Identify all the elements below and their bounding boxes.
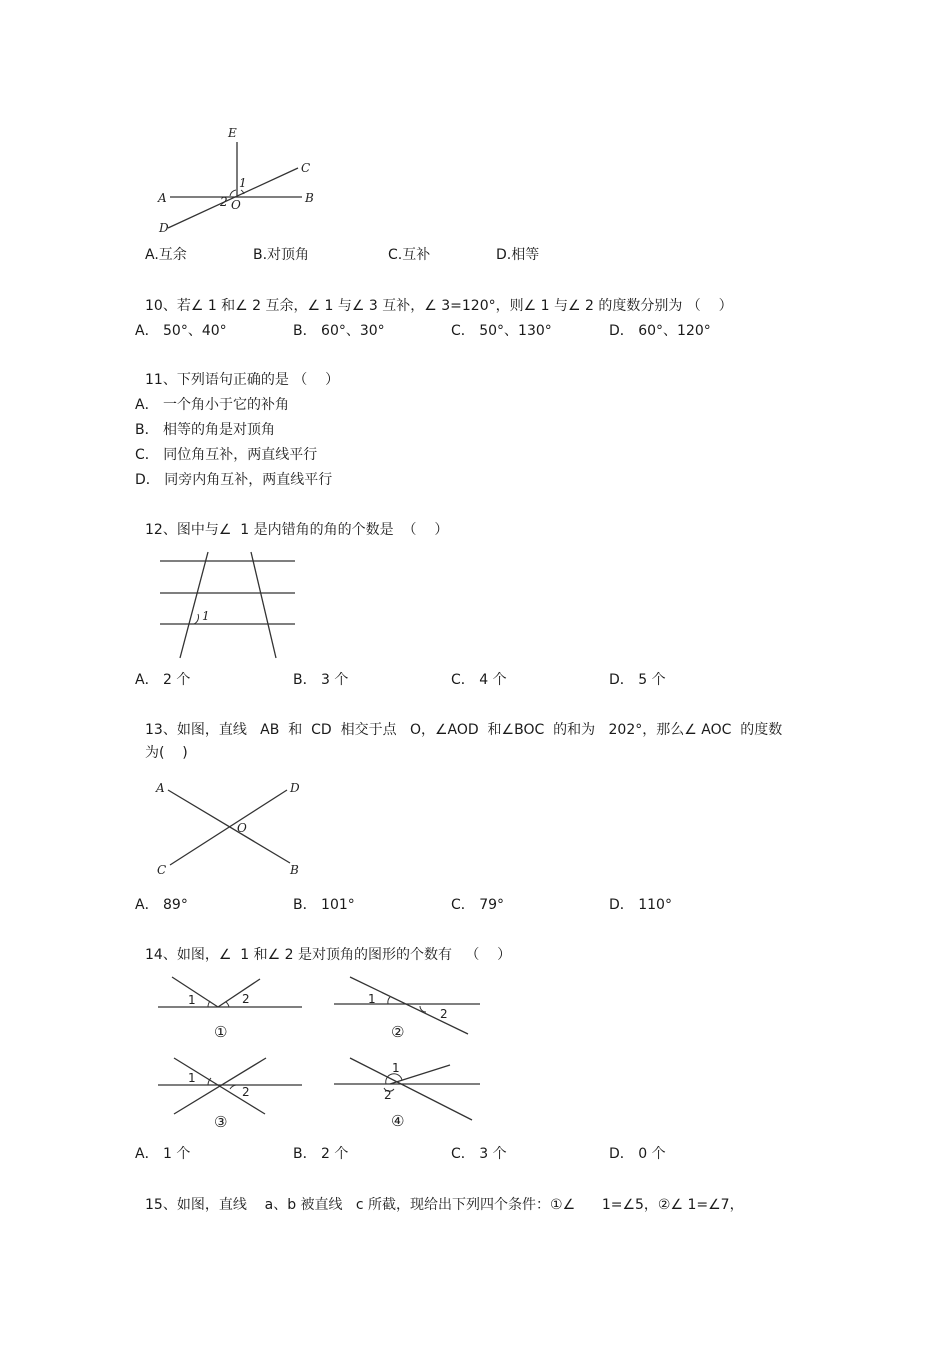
q10-option-c: C． 50°、130°	[451, 323, 552, 339]
label-circle-4: ④	[391, 1112, 405, 1130]
q13-text-line1: 13、如图，直线 AB 和 CD 相交于点 O，∠AOD 和∠BOC 的和为 202°，那么∠ AOC 的度数	[145, 722, 783, 738]
q14-option-b: B． 2 个	[293, 1146, 349, 1162]
label-A: A	[158, 191, 167, 205]
q13-option-a: A． 89°	[135, 897, 188, 913]
label-D: D	[290, 781, 300, 795]
label-A: A	[156, 781, 165, 795]
label-angle-2: 2	[384, 1088, 392, 1102]
label-angle-1: 1	[202, 609, 210, 623]
figure-q12-parallel-lines	[150, 552, 310, 664]
q13-text-line2: 为( )	[145, 745, 188, 761]
q9-option-c: C.互补	[388, 247, 431, 263]
q9-option-a: A.互余	[145, 247, 187, 263]
diagram-1	[158, 977, 302, 1041]
q15-text: 15、如图，直线 a、b 被直线 c 所截，现给出下列四个条件：①∠ 1=∠5，②∠ 1=∠7，	[145, 1197, 744, 1213]
label-angle-2: 2	[242, 1085, 250, 1099]
q12-option-d: D． 5 个	[609, 672, 666, 688]
q11-option-c: C． 同位角互补，两直线平行	[135, 447, 318, 463]
label-angle-1: 1	[368, 992, 376, 1006]
label-D: D	[159, 221, 169, 235]
label-O: O	[237, 821, 247, 835]
q12-option-b: B． 3 个	[293, 672, 349, 688]
q12-option-c: C． 4 个	[451, 672, 507, 688]
label-C: C	[157, 863, 167, 877]
q9-option-b: B.对顶角	[253, 247, 310, 263]
q13-option-b: B． 101°	[293, 897, 355, 913]
label-angle-1: 1	[239, 176, 247, 190]
label-circle-3: ③	[214, 1113, 228, 1131]
diagram-4	[334, 1058, 480, 1130]
label-C: C	[301, 161, 311, 175]
diagram-2	[334, 977, 480, 1041]
q13-option-c: C． 79°	[451, 897, 505, 913]
q9-option-d: D.相等	[496, 247, 540, 263]
label-B: B	[290, 863, 299, 877]
q11-text: 11、下列语句正确的是 （ ）	[145, 372, 340, 388]
label-circle-1: ①	[214, 1023, 228, 1041]
label-O: O	[231, 198, 241, 212]
q12-option-a: A． 2 个	[135, 672, 191, 688]
q14-option-a: A． 1 个	[135, 1146, 191, 1162]
label-circle-2: ②	[391, 1023, 405, 1041]
label-angle-1: 1	[392, 1061, 400, 1075]
figure-q14-four-diagrams	[150, 972, 490, 1132]
q13-option-d: D． 110°	[609, 897, 672, 913]
q10-text: 10、若∠ 1 和∠ 2 互余，∠ 1 与∠ 3 互补，∠ 3=120°，则∠ 1 与∠ 2 的度数分别为 （ ）	[145, 298, 733, 314]
q10-option-b: B． 60°、30°	[293, 323, 385, 339]
q11-option-d: D． 同旁内角互补，两直线平行	[135, 472, 333, 488]
label-angle-2: 2	[440, 1007, 448, 1021]
label-angle-1: 1	[188, 993, 196, 1007]
label-angle-2: 2	[220, 195, 228, 209]
q14-text: 14、如图，∠ 1 和∠ 2 是对顶角的图形的个数有 （ ）	[145, 947, 512, 963]
label-angle-1: 1	[188, 1071, 196, 1085]
q11-option-a: A． 一个角小于它的补角	[135, 397, 290, 413]
label-angle-2: 2	[242, 992, 250, 1006]
figure-q9-angles	[150, 120, 330, 240]
figure-q13-intersecting-lines	[150, 775, 310, 880]
q10-option-a: A． 50°、40°	[135, 323, 227, 339]
q10-option-d: D． 60°、120°	[609, 323, 711, 339]
label-E: E	[228, 126, 237, 140]
q14-option-d: D． 0 个	[609, 1146, 666, 1162]
label-B: B	[305, 191, 314, 205]
q12-text: 12、图中与∠ 1 是内错角的角的个数是 （ ）	[145, 522, 449, 538]
q11-option-b: B． 相等的角是对顶角	[135, 422, 276, 438]
diagram-3	[158, 1058, 302, 1131]
q14-option-c: C． 3 个	[451, 1146, 507, 1162]
